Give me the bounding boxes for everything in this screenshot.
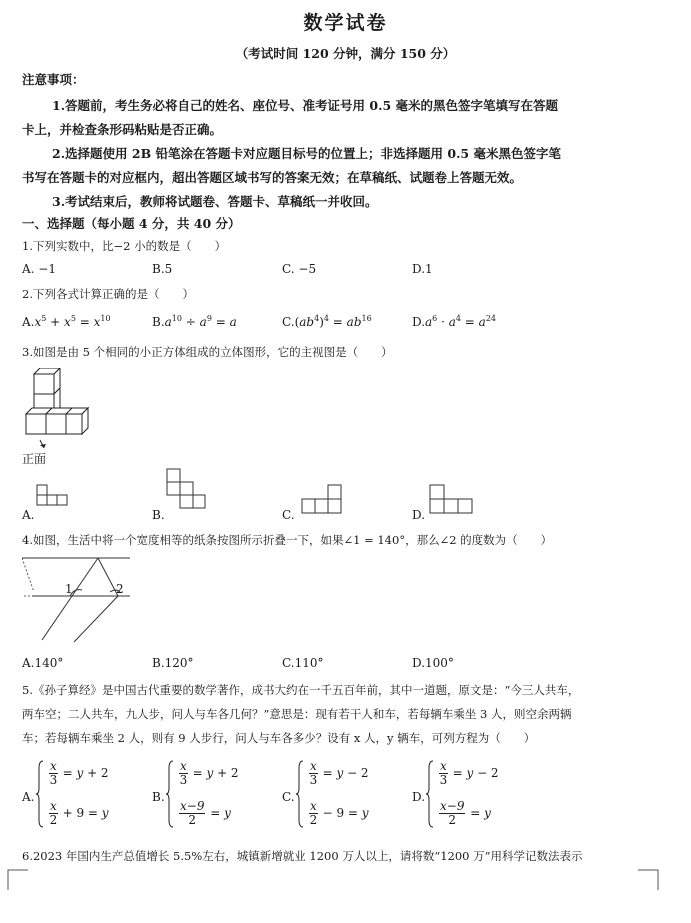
q2-option-d: $D.a^6 \cdot a^4 = a^{24}$ <box>412 314 496 329</box>
q6-stem: 6.2023 年国内生产总值增长 5.5%左右，城镇新增就业 1200 万人以上，请将数“1200 万”用科学记数法表示 <box>22 849 583 863</box>
q5-line-3: 车；若每辆车乘坐 2 人，则有 9 人步行，问人与车各多少？设有 x 人，y 辆车，可列方程为（ ） <box>22 731 536 745</box>
q1-option-d: D.1 <box>412 262 433 276</box>
notice-item-3: 3.考试结束后，教师将试题卷、答题卡、草稿纸一并收回。 <box>52 194 378 209</box>
q3-front-label: 正面 <box>22 452 47 466</box>
q3-option-d: D. <box>412 508 426 522</box>
q3-option-c: C. <box>282 508 295 522</box>
q4-paper-fold-figure <box>22 552 132 644</box>
q3-option-a: A. <box>22 508 35 522</box>
q5-option-b: B. <box>152 790 165 804</box>
q3-option-c-figure <box>296 484 344 520</box>
exam-subtitle: （考试时间 120 分钟，满分 150 分） <box>235 46 456 61</box>
notice-item-2-line-1: 2.选择题使用 2B 铅笔涂在答题卡对应题目标号的位置上；非选择题用 0.5 毫米黑色签字笔 <box>52 146 561 161</box>
q2-option-b-label: B. <box>152 315 165 329</box>
q5-option-c-brace <box>296 760 304 828</box>
q1-option-c: C. −5 <box>282 262 317 276</box>
crop-mark-right <box>636 868 660 892</box>
q2-stem: 2.下列各式计算正确的是（ ） <box>22 287 194 301</box>
q3-cube-figure <box>22 368 92 460</box>
q1-option-b: B.5 <box>152 262 173 276</box>
q4-option-d: D.100° <box>412 656 454 670</box>
q3-option-d-figure <box>426 484 476 520</box>
q2-option-a: $A.x^5 + x^5 = x^{10}$ <box>22 314 111 329</box>
q4-option-c: C.110° <box>282 656 324 670</box>
q2-option-c: $C.(ab^4)^4 = ab^{16}$ <box>282 314 372 329</box>
q5-option-d-brace <box>426 760 434 828</box>
q3-option-a-figure <box>36 484 70 520</box>
q3-stem: 3.如图是由 5 个相同的小正方体组成的立体图形，它的主视图是（ ） <box>22 345 393 359</box>
notice-heading: 注意事项： <box>22 72 85 87</box>
q5-line-1: 5.《孙子算经》是中国古代重要的数学著作，成书大约在一千五百年前，其中一道题，原文是：“今三人共车， <box>22 683 580 697</box>
q1-stem: 1.下列实数中，比−2 小的数是（ ） <box>22 239 227 253</box>
q2-option-b: $B.a^{10} \div a^9 = a$ <box>152 314 237 329</box>
q4-option-b: B.120° <box>152 656 194 670</box>
q5-option-d-system: $\frac{x}{3}$ = y − 2 $\frac{x-9}{2}$ = y <box>426 760 526 832</box>
q5-option-a-system: $\frac{x}{3}$ = y + 2 $\frac{x}{2}$ + 9 = y <box>36 760 136 832</box>
q2-option-c-label: C. <box>282 315 295 329</box>
q1-option-a: A. −1 <box>22 262 56 276</box>
q5-line-2: 两车空；二人共车，九人步，问人与车各几何？”意思是：现有若干人和车，若每辆车乘坐 3 人，则空余两辆 <box>22 707 572 721</box>
page-title: 数学试卷 <box>303 12 388 34</box>
q5-option-d: D. <box>412 790 426 804</box>
q4-option-a: A.140° <box>22 656 64 670</box>
notice-item-1-line-1: 1.答题前，考生务必将自己的姓名、座位号、准考证号用 0.5 毫米的黑色签字笔填写在答题 <box>52 98 559 113</box>
notice-item-1-line-2: 卡上，并检查条形码粘贴是否正确。 <box>22 122 223 137</box>
q5-option-b-brace <box>166 760 174 828</box>
notice-item-2-line-2: 书写在答题卡的对应框内，超出答题区域书写的答案无效；在草稿纸、试题卷上答题无效。 <box>22 170 523 185</box>
q4-stem: 4.如图，生活中将一个宽度相等的纸条按图所示折叠一下，如果∠1 = 140°，那么∠2 的度数为（ ） <box>22 533 553 547</box>
q3-option-b-figure <box>166 468 206 520</box>
q2-option-a-label: A. <box>22 315 35 329</box>
section-1-heading: 一、选择题（每小题 4 分，共 40 分） <box>22 216 241 231</box>
q3-option-b: B. <box>152 508 165 522</box>
q2-option-d-label: D. <box>412 315 426 329</box>
q5-option-b-system: $\frac{x}{3}$ = y + 2 $\frac{x-9}{2}$ = y <box>166 760 266 832</box>
q5-option-c: C. <box>282 790 295 804</box>
q4-angle-1-label: 1 <box>65 582 73 596</box>
q5-option-c-system: $\frac{x}{3}$ = y − 2 $\frac{x}{2}$ − 9 = y <box>296 760 396 832</box>
q5-option-a-brace <box>36 760 44 828</box>
q4-angle-2-label: 2 <box>116 582 124 596</box>
q5-option-a: A. <box>22 790 35 804</box>
crop-mark-left <box>6 868 30 892</box>
